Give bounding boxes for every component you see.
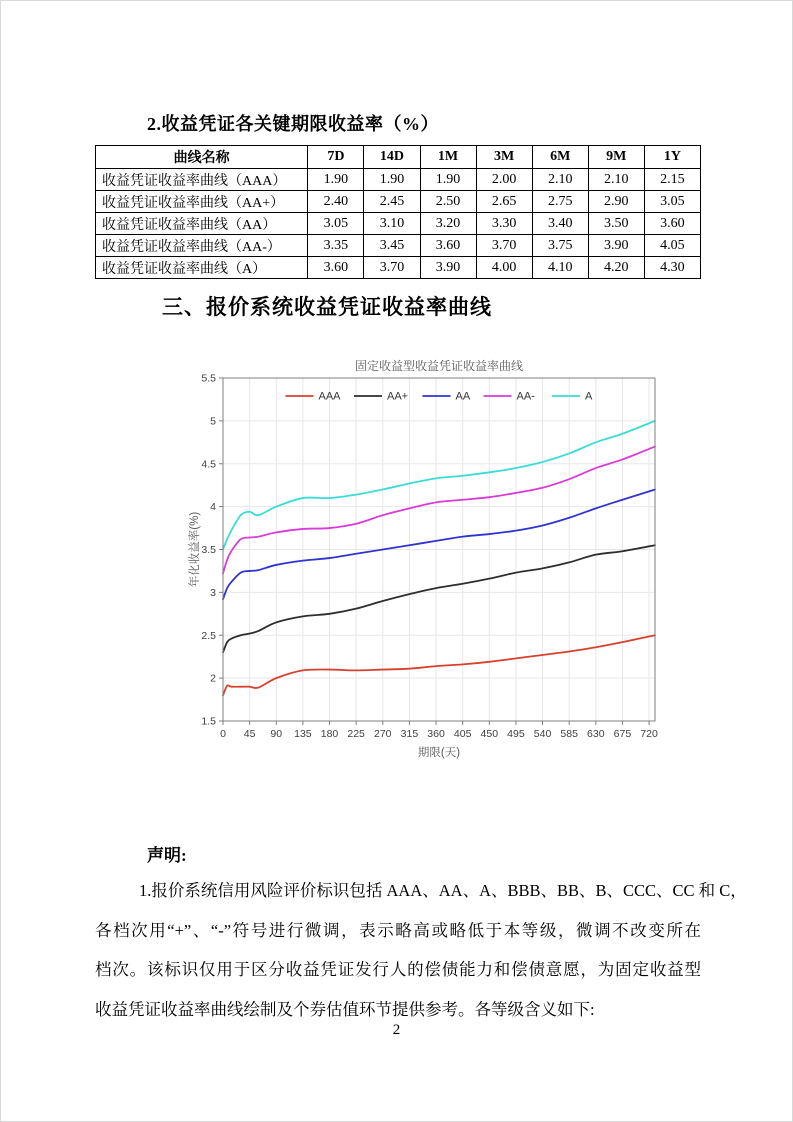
rate-cell: 3.50 xyxy=(588,213,644,235)
x-tick-label: 720 xyxy=(640,728,658,740)
y-tick-label: 3.5 xyxy=(201,544,216,556)
rate-cell: 2.10 xyxy=(588,169,644,191)
rate-cell: 3.70 xyxy=(476,235,532,257)
yield-curve-chart xyxy=(185,348,700,760)
x-tick-label: 135 xyxy=(294,728,312,740)
chart-canvas xyxy=(185,348,700,760)
y-axis-label: 年化收益率(%) xyxy=(189,511,201,588)
rate-cell: 2.45 xyxy=(364,191,420,213)
column-header: 1M xyxy=(420,146,476,169)
x-tick-label: 45 xyxy=(243,728,256,740)
rate-cell: 3.40 xyxy=(532,213,588,235)
legend-label-AAA: AAA xyxy=(318,390,341,403)
rate-cell: 3.60 xyxy=(308,257,364,279)
rate-cell: 2.90 xyxy=(588,191,644,213)
page-number: 2 xyxy=(392,1022,401,1038)
column-header: 曲线名称 xyxy=(96,146,308,169)
rate-cell: 3.35 xyxy=(308,235,364,257)
declaration-line: 各档次用“+”、“-”符号进行微调，表示略高或略低于本等级，微调不改变所在 xyxy=(95,920,701,940)
chart-legend xyxy=(286,391,594,403)
rate-cell: 3.10 xyxy=(364,213,420,235)
x-tick-label: 0 xyxy=(220,728,226,740)
rate-cell: 3.05 xyxy=(644,191,700,213)
x-tick-label: 585 xyxy=(560,728,578,740)
rate-cell: 3.05 xyxy=(308,213,364,235)
column-header: 1Y xyxy=(644,146,700,169)
x-tick-label: 225 xyxy=(347,728,365,740)
table-row xyxy=(96,213,701,235)
y-tick-label: 4.5 xyxy=(201,458,216,471)
y-tick-label: 1.5 xyxy=(201,715,216,728)
legend-label-AA-: AA- xyxy=(516,390,535,403)
rate-cell: 3.60 xyxy=(644,213,700,235)
rate-cell: 2.50 xyxy=(420,191,476,213)
column-header: 3M xyxy=(476,146,532,169)
curve-name-cell: 收益凭证收益率曲线（AA） xyxy=(96,213,308,235)
rate-cell: 2.75 xyxy=(532,191,588,213)
y-tick-label: 2.5 xyxy=(201,629,216,642)
chart-gridlines xyxy=(223,378,655,721)
chart-section-title: 三、报价系统收益凭证收益率曲线 xyxy=(162,296,492,319)
x-tick-label: 495 xyxy=(507,728,525,740)
y-tick-label: 4 xyxy=(210,501,216,514)
rate-cell: 2.10 xyxy=(532,169,588,191)
y-tick-label: 2 xyxy=(210,672,216,685)
chart-title: 固定收益型收益凭证收益率曲线 xyxy=(354,359,524,373)
y-tick-label: 3 xyxy=(210,586,216,599)
column-header: 7D xyxy=(308,146,364,169)
rate-cell: 2.40 xyxy=(308,191,364,213)
y-tick-label: 5 xyxy=(210,415,216,428)
rate-cell: 4.20 xyxy=(588,257,644,279)
rate-cell: 3.70 xyxy=(364,257,420,279)
rate-cell: 4.10 xyxy=(532,257,588,279)
rate-cell: 3.75 xyxy=(532,235,588,257)
rate-cell: 3.30 xyxy=(476,213,532,235)
rate-cell: 1.90 xyxy=(420,169,476,191)
x-tick-label: 360 xyxy=(427,728,445,740)
x-tick-label: 180 xyxy=(320,728,339,740)
x-tick-label: 630 xyxy=(587,728,605,740)
x-tick-label: 315 xyxy=(400,728,419,740)
column-header: 14D xyxy=(364,146,420,169)
legend-label-AA+: AA+ xyxy=(387,390,409,403)
rate-cell: 1.90 xyxy=(308,169,364,191)
table-row xyxy=(96,169,701,191)
legend-label-A: A xyxy=(585,390,593,403)
header-row xyxy=(96,146,701,169)
declaration-line: 1.报价系统信用风险评价标识包括 AAA、AA、A、BBB、BB、B、CCC、CC 和 C， xyxy=(139,881,747,900)
yield-rate-table xyxy=(95,145,701,279)
rate-cell: 2.65 xyxy=(476,191,532,213)
table-body xyxy=(96,169,701,279)
rate-cell: 3.90 xyxy=(420,257,476,279)
column-header: 9M xyxy=(588,146,644,169)
x-tick-label: 405 xyxy=(453,728,472,740)
rate-cell: 3.20 xyxy=(420,213,476,235)
x-tick-label: 540 xyxy=(533,728,552,740)
rate-cell: 2.00 xyxy=(476,169,532,191)
y-tick-label: 5.5 xyxy=(201,372,216,385)
table-row xyxy=(96,257,701,279)
declaration-line: 收益凭证收益率曲线绘制及个券估值环节提供参考。各等级含义如下: xyxy=(95,999,595,1019)
rate-cell: 3.90 xyxy=(588,235,644,257)
rate-cell: 1.90 xyxy=(364,169,420,191)
x-tick-label: 270 xyxy=(374,728,392,740)
declaration-heading: 声明: xyxy=(147,846,187,865)
rate-cell: 3.60 xyxy=(420,235,476,257)
table-header-row xyxy=(96,146,701,169)
curve-name-cell: 收益凭证收益率曲线（AA+） xyxy=(96,191,308,213)
rate-cell: 4.30 xyxy=(644,257,700,279)
x-axis-label: 期限(天) xyxy=(417,747,461,759)
series-line-AA xyxy=(223,489,655,599)
x-tick-label: 450 xyxy=(480,728,499,740)
column-header: 6M xyxy=(532,146,588,169)
x-tick-label: 90 xyxy=(270,728,283,740)
table-row xyxy=(96,191,701,213)
rate-cell: 3.45 xyxy=(364,235,420,257)
series-line-AA+ xyxy=(223,545,655,652)
declaration-paragraph xyxy=(95,871,747,1029)
rate-cell: 4.00 xyxy=(476,257,532,279)
curve-name-cell: 收益凭证收益率曲线（AA-） xyxy=(96,235,308,257)
chart-series xyxy=(223,421,655,695)
rate-cell: 2.15 xyxy=(644,169,700,191)
curve-name-cell: 收益凭证收益率曲线（A） xyxy=(96,257,308,279)
series-line-AAA xyxy=(223,635,655,695)
table-row xyxy=(96,235,701,257)
declaration-line: 档次。该标识仅用于区分收益凭证发行人的偿债能力和偿债意愿，为固定收益型 xyxy=(95,960,701,979)
curve-name-cell: 收益凭证收益率曲线（AAA） xyxy=(96,169,308,191)
rate-cell: 4.05 xyxy=(644,235,700,257)
legend-label-AA: AA xyxy=(455,390,471,403)
x-tick-label: 675 xyxy=(613,728,632,740)
table-section-title: 2.收益凭证各关键期限收益率（%） xyxy=(147,114,439,134)
